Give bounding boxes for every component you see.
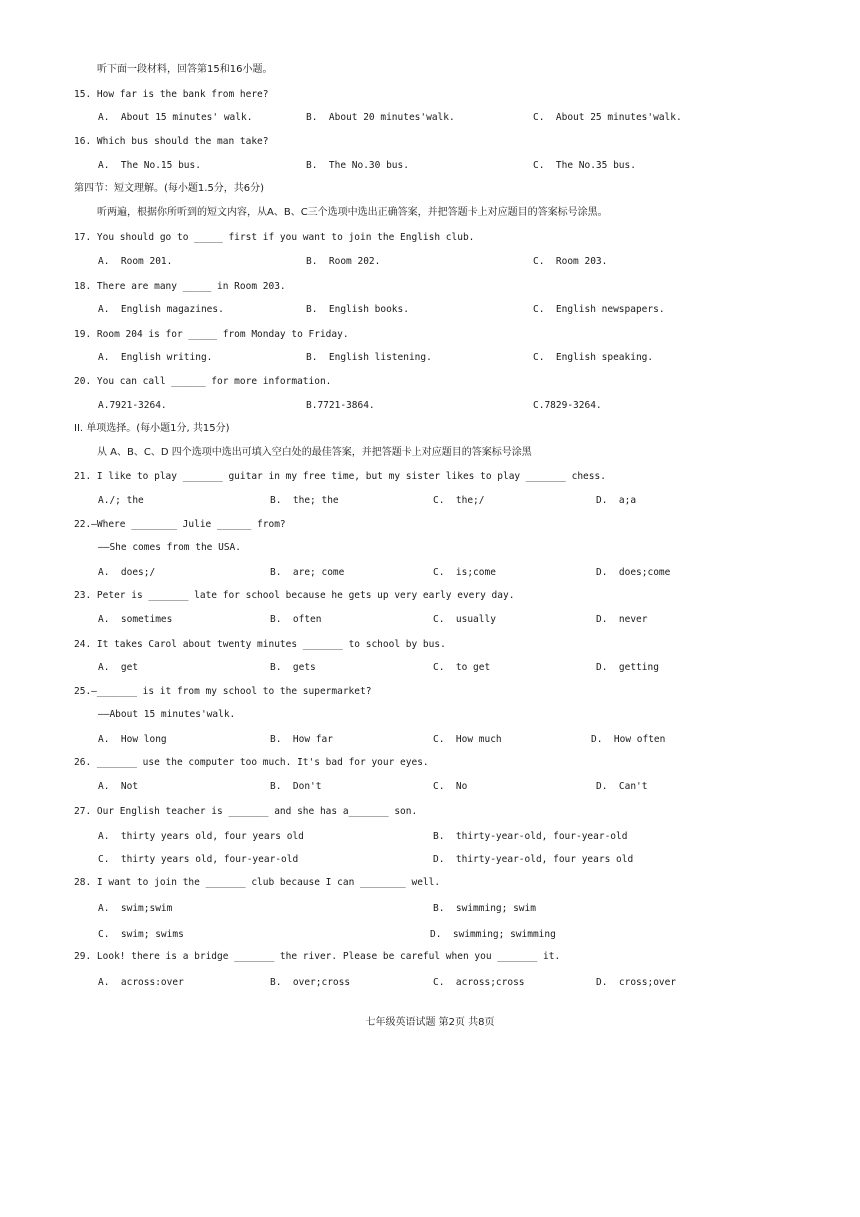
option-15-c[interactable]: C. About 25 minutes'walk. <box>533 112 682 123</box>
question-16: 16. Which bus should the man take? <box>74 136 269 147</box>
option-28-a[interactable]: A. swim;swim <box>98 903 173 914</box>
question-26: 26. _______ use the computer too much. It's bad for your eyes. <box>74 757 429 768</box>
option-22-a[interactable]: A. does;/ <box>98 567 156 578</box>
option-17-a[interactable]: A. Room 201. <box>98 256 173 267</box>
question-27: 27. Our English teacher is _______ and she has a_______ son. <box>74 806 418 817</box>
question-29: 29. Look! there is a bridge _______ the river. Please be careful when you _______ it. <box>74 951 561 962</box>
option-29-c[interactable]: C. across;cross <box>433 977 525 988</box>
option-17-b[interactable]: B. Room 202. <box>306 256 381 267</box>
option-17-c[interactable]: C. Room 203. <box>533 256 608 267</box>
option-18-a[interactable]: A. English magazines. <box>98 304 224 315</box>
option-25-a[interactable]: A. How long <box>98 734 167 745</box>
option-16-a[interactable]: A. The No.15 bus. <box>98 160 201 171</box>
option-25-b[interactable]: B. How far <box>270 734 333 745</box>
option-22-c[interactable]: C. is;come <box>433 567 496 578</box>
question-19: 19. Room 204 is for _____ from Monday to Friday. <box>74 329 349 340</box>
option-20-b[interactable]: B.7721-3864. <box>306 400 375 411</box>
page-footer: 七年级英语试题 第2页 共8页 <box>365 1017 495 1028</box>
option-28-d[interactable]: D. swimming; swimming <box>430 929 556 940</box>
section3-intro: 听下面一段材料，回答第15和16小题。 <box>97 64 273 75</box>
option-24-c[interactable]: C. to get <box>433 662 491 673</box>
question-24: 24. It takes Carol about twenty minutes _______ to school by bus. <box>74 639 446 650</box>
option-26-d[interactable]: D. Can't <box>596 781 648 792</box>
option-21-d[interactable]: D. a;a <box>596 495 637 506</box>
question-17: 17. You should go to _____ first if you want to join the English club. <box>74 232 475 243</box>
option-27-a[interactable]: A. thirty years old, four years old <box>98 831 304 842</box>
option-22-b[interactable]: B. are; come <box>270 567 345 578</box>
option-20-c[interactable]: C.7829-3264. <box>533 400 602 411</box>
option-20-a[interactable]: A.7921-3264. <box>98 400 167 411</box>
option-27-c[interactable]: C. thirty years old, four-year-old <box>98 854 299 865</box>
option-23-d[interactable]: D. never <box>596 614 648 625</box>
option-16-c[interactable]: C. The No.35 bus. <box>533 160 636 171</box>
option-26-a[interactable]: A. Not <box>98 781 139 792</box>
option-21-c[interactable]: C. the;/ <box>433 495 485 506</box>
option-15-b[interactable]: B. About 20 minutes'walk. <box>306 112 455 123</box>
option-26-c[interactable]: C. No <box>433 781 468 792</box>
option-28-c[interactable]: C. swim; swims <box>98 929 184 940</box>
option-29-d[interactable]: D. cross;over <box>596 977 677 988</box>
question-25-reply: ——About 15 minutes'walk. <box>98 709 236 720</box>
option-21-a[interactable]: A./; the <box>98 495 144 506</box>
option-23-c[interactable]: C. usually <box>433 614 496 625</box>
section4-heading: 第四节：短文理解。(每小题1.5分，共6分) <box>74 183 265 194</box>
option-24-d[interactable]: D. getting <box>596 662 659 673</box>
option-19-b[interactable]: B. English listening. <box>306 352 432 363</box>
question-22: 22.—Where ________ Julie ______ from? <box>74 519 286 530</box>
option-16-b[interactable]: B. The No.30 bus. <box>306 160 409 171</box>
option-15-a[interactable]: A. About 15 minutes' walk. <box>98 112 253 123</box>
option-22-d[interactable]: D. does;come <box>596 567 671 578</box>
section4-instruction: 听两遍，根据你所听到的短文内容，从A、B、C三个选项中选出正确答案，并把答题卡上对应题目的答案标号涂黑。 <box>97 207 608 218</box>
option-21-b[interactable]: B. the; the <box>270 495 339 506</box>
option-19-c[interactable]: C. English speaking. <box>533 352 654 363</box>
option-18-b[interactable]: B. English books. <box>306 304 409 315</box>
question-21: 21. I like to play _______ guitar in my free time, but my sister likes to play _______ chess. <box>74 471 606 482</box>
option-19-a[interactable]: A. English writing. <box>98 352 213 363</box>
option-29-b[interactable]: B. over;cross <box>270 977 351 988</box>
question-18: 18. There are many _____ in Room 203. <box>74 281 286 292</box>
part2-heading: II. 单项选择。(每小题1分, 共15分) <box>74 423 230 434</box>
part2-instruction: 从 A、B、C、D 四个选项中选出可填入空白处的最佳答案，并把答题卡上对应题目的答案标号涂黑 <box>97 447 532 458</box>
option-24-a[interactable]: A. get <box>98 662 139 673</box>
question-22-reply: ——She comes from the USA. <box>98 542 241 553</box>
option-25-d[interactable]: D. How often <box>591 734 666 745</box>
question-25: 25.—_______ is it from my school to the supermarket? <box>74 686 372 697</box>
option-26-b[interactable]: B. Don't <box>270 781 322 792</box>
question-15: 15. How far is the bank from here? <box>74 89 269 100</box>
option-28-b[interactable]: B. swimming; swim <box>433 903 536 914</box>
option-27-d[interactable]: D. thirty-year-old, four years old <box>433 854 634 865</box>
option-24-b[interactable]: B. gets <box>270 662 316 673</box>
question-28: 28. I want to join the _______ club because I can ________ well. <box>74 877 441 888</box>
option-23-a[interactable]: A. sometimes <box>98 614 173 625</box>
question-23: 23. Peter is _______ late for school because he gets up very early every day. <box>74 590 515 601</box>
option-23-b[interactable]: B. often <box>270 614 322 625</box>
option-29-a[interactable]: A. across:over <box>98 977 184 988</box>
option-27-b[interactable]: B. thirty-year-old, four-year-old <box>433 831 628 842</box>
option-25-c[interactable]: C. How much <box>433 734 502 745</box>
question-20: 20. You can call ______ for more information. <box>74 376 332 387</box>
option-18-c[interactable]: C. English newspapers. <box>533 304 665 315</box>
